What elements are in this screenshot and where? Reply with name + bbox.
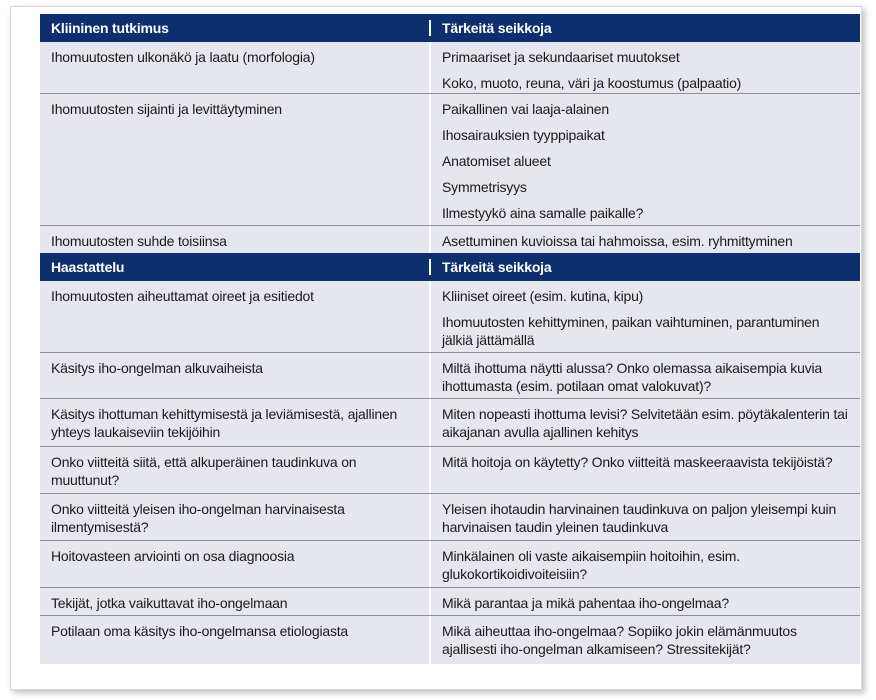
row-point: Kliiniset oireet (esim. kutina, kipu) bbox=[442, 288, 644, 304]
document-frame bbox=[10, 6, 862, 690]
clinical-table bbox=[40, 14, 860, 664]
section-header-interview bbox=[40, 253, 860, 281]
header-right: Tärkeitä seikkoja bbox=[429, 20, 860, 36]
row-point: Mikä parantaa ja mikä pahentaa iho-ongelmaa? bbox=[442, 595, 729, 611]
row-topic: Ihomuutosten aiheuttamat oireet ja esitiedot bbox=[51, 288, 314, 304]
row-point: Ihomuutosten kehittyminen, paikan vaihtuminen, parantuminen jälkiä jättämällä bbox=[442, 314, 820, 348]
row-point: Yleisen ihotaudin harvinainen taudinkuva on paljon yleisempi kuin harvinaisen taudin yleinen taudinkuva bbox=[442, 501, 837, 535]
row-topic: Ihomuutosten sijainti ja levittäytyminen bbox=[51, 101, 282, 117]
row-point: Paikallinen vai laaja-alainen bbox=[442, 101, 609, 117]
table-row bbox=[40, 42, 860, 93]
row-topic: Ihomuutosten suhde toisiinsa bbox=[51, 233, 227, 249]
row-topic: Tekijät, jotka vaikuttavat iho-ongelmaan bbox=[51, 595, 288, 611]
row-topic: Käsitys iho-ongelman alkuvaiheista bbox=[51, 360, 263, 376]
header-left: Kliininen tutkimus bbox=[51, 20, 169, 36]
table-row bbox=[40, 352, 860, 398]
row-point: Mikä aiheuttaa iho-ongelmaa? Sopiiko jokin elämänmuutos ajallisesti iho-ongelman alkamiseen? Stressitekijät? bbox=[442, 623, 797, 657]
table-row bbox=[40, 281, 860, 352]
row-point: Miltä ihottuma näytti alussa? Onko olemassa aikaisempia kuvia ihottumasta (esim. potilaan omat valokuvat)? bbox=[442, 360, 822, 394]
row-topic: Potilaan oma käsitys iho-ongelmansa etiologiasta bbox=[51, 623, 349, 639]
row-point: Mitä hoitoja on käytetty? Onko viitteitä maskeeraavista tekijöistä? bbox=[442, 454, 833, 470]
row-point: Primaariset ja sekundaariset muutokset bbox=[442, 49, 680, 65]
row-point: Minkälainen oli vaste aikaisempiin hoitoihin, esim. glukokortikoidivoiteisiin? bbox=[442, 548, 740, 582]
row-topic: Ihomuutosten ulkonäkö ja laatu (morfologia) bbox=[51, 49, 315, 65]
row-topic: Hoitovasteen arviointi on osa diagnoosia bbox=[51, 548, 295, 564]
table-row bbox=[40, 540, 860, 587]
row-point: Ilmestyykö aina samalle paikalle? bbox=[442, 205, 644, 221]
table-row bbox=[40, 615, 860, 664]
table-row bbox=[40, 93, 860, 225]
row-topic: Käsitys ihottuman kehittymisestä ja leviämisestä, ajallinen yhteys laukaiseviin tekijöihin bbox=[51, 406, 398, 440]
header-right: Tärkeitä seikkoja bbox=[429, 259, 860, 275]
row-point: Anatomiset alueet bbox=[442, 153, 551, 169]
row-point: Miten nopeasti ihottuma levisi? Selvitetään esim. pöytäkalenterin tai aikajanan avulla ajallinen kehitys bbox=[442, 406, 848, 440]
table-row bbox=[40, 587, 860, 615]
header-left: Haastattelu bbox=[51, 259, 125, 275]
row-topic: Onko viitteitä yleisen iho-ongelman harvinaisesta ilmentymisestä? bbox=[51, 501, 345, 535]
row-point: Symmetrisyys bbox=[442, 179, 527, 195]
section-header-clinical-exam bbox=[40, 14, 860, 42]
row-point: Koko, muoto, reuna, väri ja koostumus (palpaatio) bbox=[442, 75, 742, 91]
row-topic: Onko viitteitä siitä, että alkuperäinen taudinkuva on muuttunut? bbox=[51, 454, 357, 488]
row-point: Ihosairauksien tyyppipaikat bbox=[442, 127, 605, 143]
row-point: Asettuminen kuvioissa tai hahmoissa, esim. ryhmittyminen bbox=[442, 233, 793, 249]
table-row bbox=[40, 225, 860, 253]
table-row bbox=[40, 446, 860, 493]
table-row bbox=[40, 493, 860, 540]
table-row bbox=[40, 398, 860, 446]
